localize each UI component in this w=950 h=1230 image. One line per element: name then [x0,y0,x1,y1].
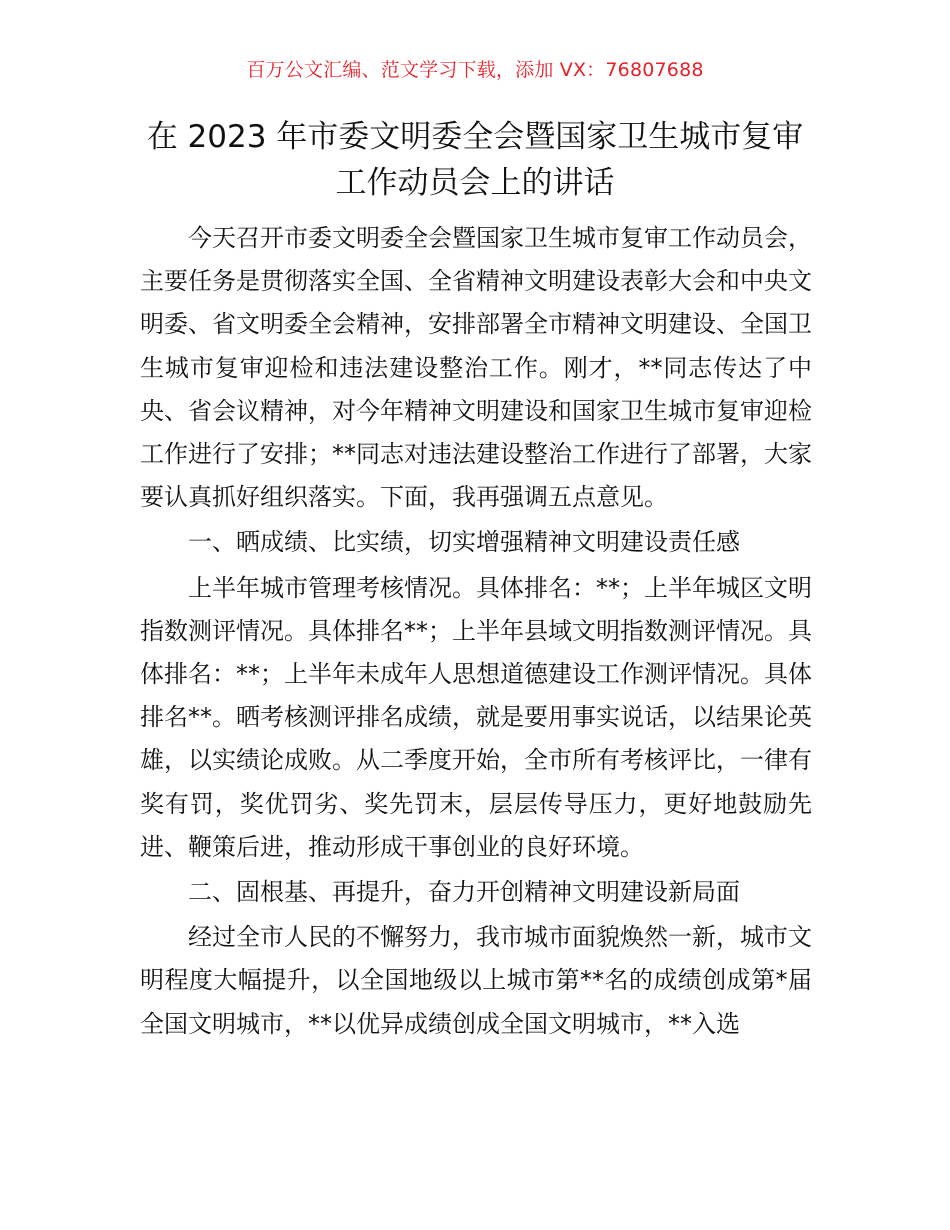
section-heading-1: 一、晒成绩、比实绩，切实增强精神文明建设责任感 [188,528,740,557]
document-title [120,114,830,206]
promo-banner: 百万公文汇编、范文学习下载，添加 VX：76807688 [246,59,704,81]
paragraph-section-1: 上半年城市管理考核情况。具体排名：**；上半年城区文明指数测评情况。具体排名**；上半年县域文明指数测评情况。具体排名：**；上半年未成年人思想道德建设工作测评情况。具体排名**。晒考核测评排名成绩，就是要用事实说话，以结果论英雄，以实绩论成败。从二季度开始，全市所有考核评比，一律有奖有罚，奖优罚劣、奖先罚末，层层传导压力，更好地鼓励先进、鞭策后进，推动形成干事创业的良好环境。 [140,573,812,861]
paragraph-section-2: 经过全市人民的不懈努力，我市城市面貌焕然一新，城市文明程度大幅提升，以全国地级以上城市第**名的成绩创成第*届全国文明城市，**以优异成绩创成全国文明城市，**入选 [140,923,812,1038]
document-body [140,217,812,1048]
paragraph-intro: 今天召开市委文明委全会暨国家卫生城市复审工作动员会，主要任务是贯彻落实全国、全省精神文明建设表彰大会和中央文明委、省文明委全会精神，安排部署全市精神文明建设、全国卫生城市复审迎检和违法建设整治工作。刚才，**同志传达了中央、省会议精神，对今年精神文明建设和国家卫生城市复审迎检工作进行了安排；**同志对违法建设整治工作进行了部署，大家要认真抓好组织落实。下面，我再强调五点意见。 [140,224,812,512]
title-line-1: 在 2023 年市委文明委全会暨国家卫生城市复审 [146,119,804,155]
title-line-2: 工作动员会上的讲话 [335,165,615,201]
section-heading-2: 二、固根基、再提升，奋力开创精神文明建设新局面 [188,878,740,907]
